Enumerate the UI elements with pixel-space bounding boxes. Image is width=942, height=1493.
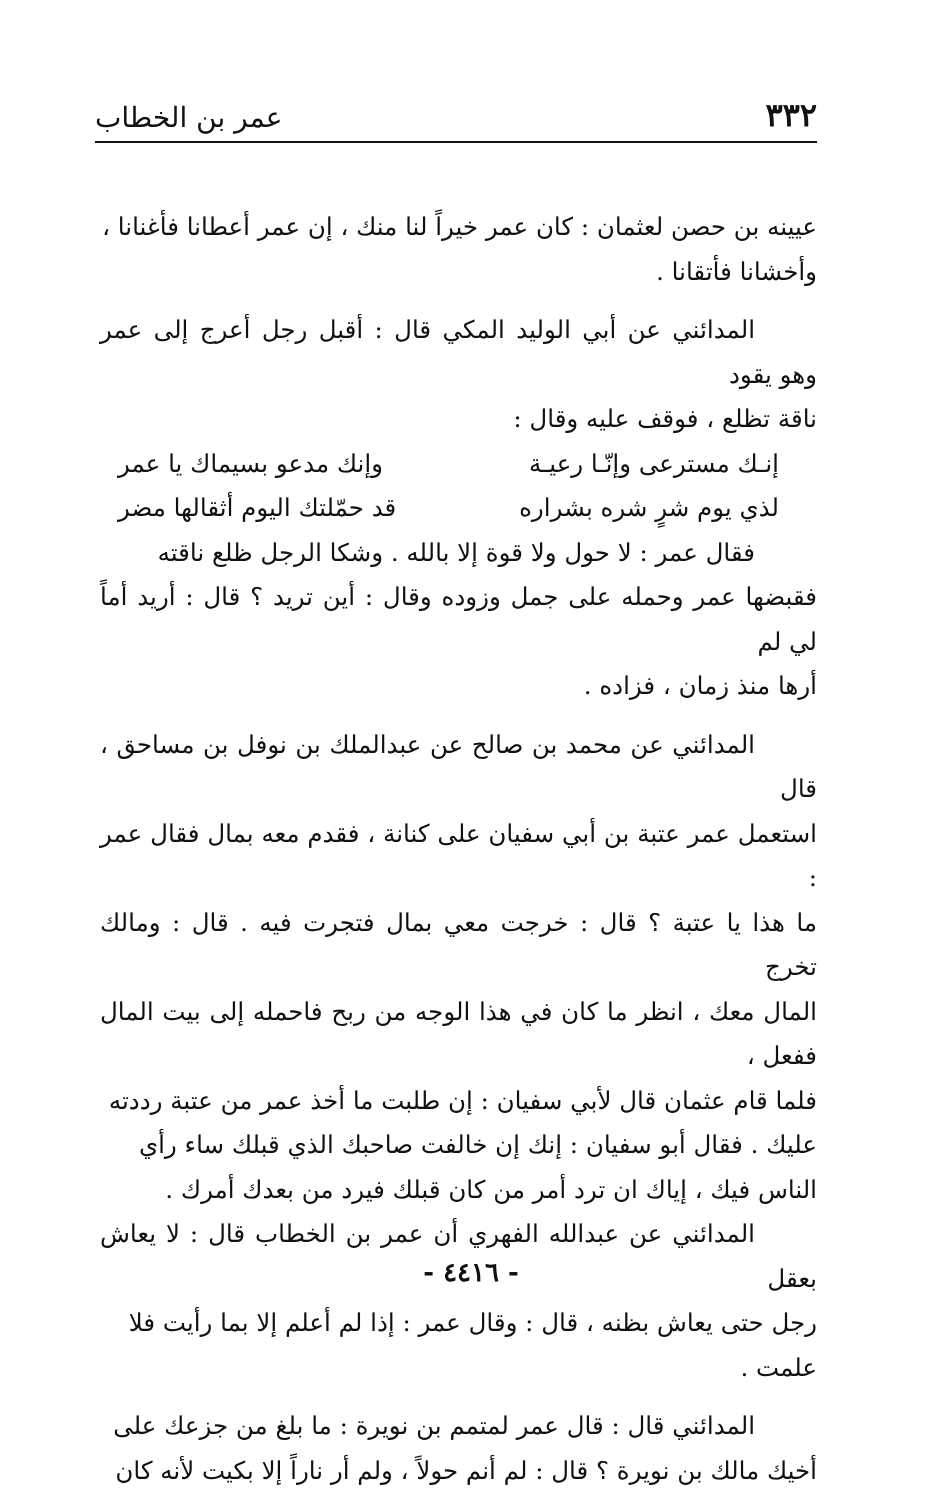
text-line: رجل حتى يعاش بظنه ، قال : وقال عمر : إذا لم أعلم إلا بما رأيت فلا xyxy=(128,1308,817,1337)
text-line: فقبضها عمر وحمله على جمل وزوده وقال : أين تريد ؟ قال : أريد أماً لي لم xyxy=(100,582,817,656)
text-line: عيينه بن حصن لعثمان : كان عمر خيراً لنا منك ، إن عمر أعطانا فأغنانا ، xyxy=(102,212,817,241)
book-title: عمر بن الخطاب xyxy=(95,101,283,134)
poem xyxy=(100,442,817,531)
text-line: المدائني عن محمد بن صالح عن عبدالملك بن نوفل بن مساحق ، قال xyxy=(100,729,817,803)
page-footer-number: - ٤٤١٦ - xyxy=(423,1258,519,1288)
text-line: ناقة تظلع ، فوقف عليه وقال : xyxy=(513,404,817,433)
paragraph xyxy=(100,1212,817,1390)
text-line: وأخشانا فأتقانا . xyxy=(656,256,817,286)
page-number: ٣٣٢ xyxy=(765,96,817,134)
paragraph xyxy=(100,205,817,294)
verse-first-hemistich: لذي يوم شرٍ شره بشراره xyxy=(519,493,779,522)
text-line: علمت . xyxy=(740,1352,817,1382)
text-line: المال معك ، انظر ما كان في هذا الوجه من ربح فاحمله إلى بيت المال ففعل ، xyxy=(100,996,817,1070)
main-text xyxy=(100,205,817,1493)
verse-second-hemistich: قد حمّلتك اليوم أثقالها مضر xyxy=(118,493,397,522)
text-line: أخيك مالك بن نويرة ؟ قال : لم أنم حولاً ، ولم أر ناراً إلا بكيت لأنه كان xyxy=(115,1455,817,1485)
text-line: ما هذا يا عتبة ؟ قال : خرجت معي بمال فتجرت فيه . قال : ومالك تخرج xyxy=(100,907,817,981)
text-line: المدائني قال : قال عمر لمتمم بن نويرة : ما بلغ من جزعك على xyxy=(113,1411,755,1440)
text-line: فلما قام عثمان قال لأبي سفيان : إن طلبت ما أخذ عمر من عتبة رددته xyxy=(108,1085,817,1115)
header-rule xyxy=(95,141,817,143)
paragraph xyxy=(100,723,817,1213)
paragraph xyxy=(100,1404,817,1493)
paragraph xyxy=(100,308,817,442)
paragraph xyxy=(100,531,817,709)
text-line: استعمل عمر عتبة بن أبي سفيان على كنانة ، فقدم معه بمال فقال عمر : xyxy=(100,818,817,892)
poem-verse xyxy=(118,486,779,531)
text-line: عليك . فقال أبو سفيان : إنك إن خالفت صاحبك الذي قبلك ساء رأي xyxy=(138,1130,817,1159)
text-line: الناس فيك ، إياك ان ترد أمر من كان قبلك فيرد من بعدك أمرك . xyxy=(165,1174,817,1204)
verse-first-hemistich: إنـك مسترعى وإنّـا رعيـة xyxy=(528,448,779,478)
text-line: المدائني عن عبدالله الفهري أن عمر بن الخطاب قال : لا يعاش بعقل xyxy=(100,1219,817,1293)
text-line: المدائني عن أبي الوليد المكي قال : أقبل رجل أعرج إلى عمر وهو يقود xyxy=(100,315,817,389)
running-header xyxy=(95,92,817,134)
verse-second-hemistich: وإنك مدعو بسيماك يا عمر xyxy=(118,448,383,478)
text-line: فقال عمر : لا حول ولا قوة إلا بالله . وشكا الرجل ظلع ناقته xyxy=(157,537,755,567)
text-line: أرها منذ زمان ، فزاده . xyxy=(583,671,817,700)
poem-verse xyxy=(118,442,779,487)
